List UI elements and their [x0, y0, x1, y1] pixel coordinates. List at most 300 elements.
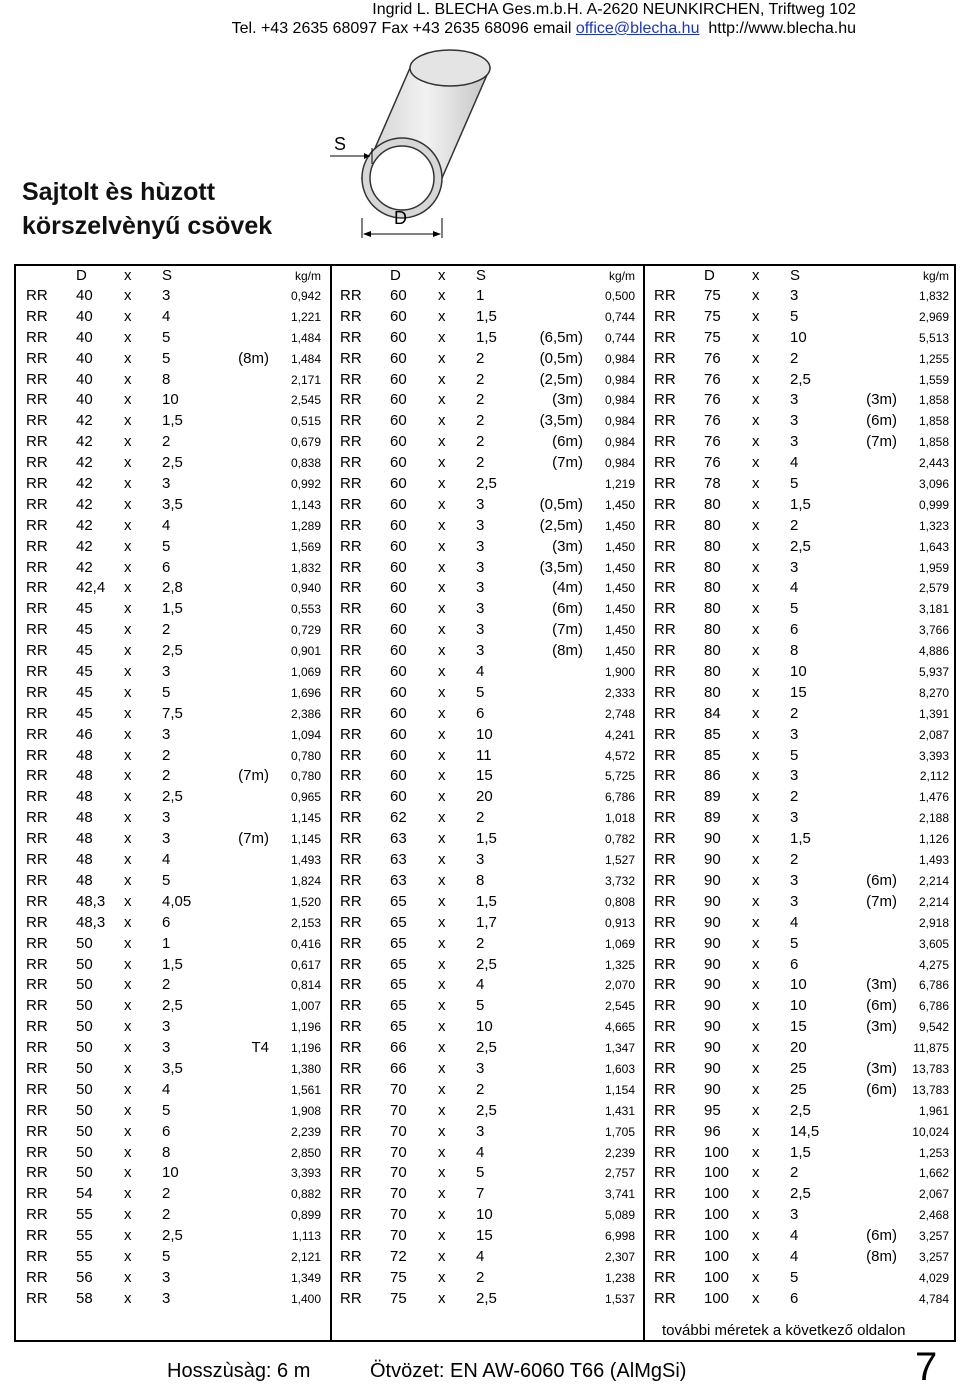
cell-x: x: [124, 391, 132, 409]
cell-d: 60: [390, 454, 407, 472]
table-row: [330, 453, 643, 474]
cell-s: 4: [790, 454, 799, 472]
cell-d: 80: [704, 683, 721, 701]
cell-d: 42: [76, 475, 93, 493]
cell-s: 5: [162, 328, 171, 346]
cell-s: 1,5: [162, 955, 183, 973]
cell-weight: 0,744: [604, 330, 635, 345]
cell-x: x: [438, 1289, 446, 1307]
cell-d: 75: [704, 307, 721, 325]
cell-rr: RR: [340, 600, 362, 618]
table-row: [644, 349, 957, 370]
cell-s: 3: [476, 1059, 485, 1077]
cell-d: 90: [704, 997, 721, 1015]
cell-x: x: [124, 1247, 132, 1265]
cell-rr: RR: [654, 475, 676, 493]
table-row: [644, 1289, 957, 1310]
email-link[interactable]: office@blecha.hu: [575, 20, 700, 37]
cell-rr: RR: [26, 1247, 48, 1265]
cell-s: 2: [476, 412, 485, 430]
table-row: [16, 370, 329, 391]
table-row: [16, 516, 329, 537]
cell-d: 80: [704, 558, 721, 576]
table-row: [644, 787, 957, 808]
cell-d: 45: [76, 704, 93, 722]
cell-weight: 1,493: [290, 853, 321, 868]
cell-s: 1: [476, 287, 485, 304]
cell-weight: 0,808: [604, 894, 635, 909]
table-row: [644, 370, 957, 391]
cell-d: 48,3: [76, 892, 106, 910]
table-row: [16, 934, 329, 955]
cell-d: 60: [390, 683, 407, 701]
cell-d: 80: [704, 495, 721, 513]
cell-x: x: [124, 349, 132, 367]
cell-length-note: (0,5m): [539, 349, 583, 367]
cell-s: 5: [162, 683, 171, 701]
cell-x: x: [438, 1185, 446, 1203]
table-row: [16, 537, 329, 558]
cell-s: 4: [162, 307, 171, 325]
cell-rr: RR: [26, 851, 48, 869]
cell-weight: 1,450: [604, 560, 635, 575]
table-row: [644, 286, 957, 307]
continuation-note: további méretek a következő oldalon: [662, 1322, 906, 1339]
cell-rr: RR: [340, 1101, 362, 1119]
cell-rr: RR: [340, 663, 362, 681]
cell-d: 100: [704, 1206, 730, 1224]
cell-weight: 1,569: [290, 539, 321, 554]
cell-x: x: [124, 328, 132, 346]
cell-d: 60: [390, 579, 407, 597]
cell-length-note: (7m): [552, 621, 583, 639]
cell-rr: RR: [340, 516, 362, 534]
cell-x: x: [124, 809, 132, 827]
cell-x: x: [752, 788, 760, 806]
cell-weight: 9,542: [918, 1020, 949, 1035]
cell-s: 4,05: [162, 892, 192, 910]
cell-weight: 0,899: [290, 1208, 321, 1223]
cell-s: 10: [790, 976, 807, 994]
cell-s: 2: [790, 1164, 799, 1182]
cell-s: 3: [162, 287, 171, 304]
cell-s: 2: [162, 1206, 171, 1224]
cell-weight: 1,559: [918, 372, 949, 387]
cell-weight: 2,545: [604, 999, 635, 1014]
table-row: [330, 1163, 643, 1184]
cell-d: 55: [76, 1227, 93, 1245]
cell-s: 2,5: [790, 537, 811, 555]
table-row: [16, 390, 329, 411]
cell-x: x: [752, 704, 760, 722]
header-d: D: [390, 267, 401, 284]
cell-d: 60: [390, 412, 407, 430]
table-row: [330, 1122, 643, 1143]
cell-weight: 2,239: [604, 1145, 635, 1160]
cell-rr: RR: [26, 1227, 48, 1245]
cell-weight: 0,515: [290, 414, 321, 429]
cell-weight: 3,741: [604, 1187, 635, 1202]
cell-x: x: [438, 433, 446, 451]
cell-s: 6: [162, 913, 171, 931]
cell-weight: 2,087: [918, 727, 949, 742]
cell-d: 60: [390, 495, 407, 513]
cell-rr: RR: [654, 579, 676, 597]
cell-s: 4: [790, 1227, 799, 1245]
cell-x: x: [124, 871, 132, 889]
cell-weight: 0,617: [290, 957, 321, 972]
cell-rr: RR: [654, 516, 676, 534]
cell-weight: 0,679: [290, 435, 321, 450]
cell-weight: 0,984: [604, 351, 635, 366]
cell-s: 2,5: [162, 997, 183, 1015]
cell-d: 75: [390, 1268, 407, 1286]
cell-weight: 0,838: [290, 456, 321, 471]
table-row: [330, 725, 643, 746]
cell-rr: RR: [26, 663, 48, 681]
cell-d: 65: [390, 892, 407, 910]
cell-x: x: [752, 537, 760, 555]
cell-x: x: [752, 913, 760, 931]
cell-rr: RR: [654, 1289, 676, 1307]
cell-d: 90: [704, 1039, 721, 1057]
cell-x: x: [438, 454, 446, 472]
cell-d: 50: [76, 1018, 93, 1036]
cell-x: x: [438, 997, 446, 1015]
cell-weight: 2,239: [290, 1124, 321, 1139]
table-row: [644, 683, 957, 704]
cell-x: x: [438, 1039, 446, 1057]
cell-weight: 1,450: [604, 539, 635, 554]
cell-d: 50: [76, 1101, 93, 1119]
cell-d: 60: [390, 725, 407, 743]
cell-s: 2: [162, 1185, 171, 1203]
cell-rr: RR: [340, 1039, 362, 1057]
cell-s: 2,5: [162, 642, 183, 660]
cell-weight: 13,783: [912, 1061, 949, 1076]
table-row: [16, 683, 329, 704]
cell-weight: 0,780: [290, 769, 321, 784]
cell-s: 4: [790, 579, 799, 597]
cell-rr: RR: [654, 558, 676, 576]
cell-weight: 1,154: [604, 1082, 635, 1097]
cell-d: 70: [390, 1185, 407, 1203]
cell-x: x: [438, 621, 446, 639]
cell-d: 60: [390, 307, 407, 325]
cell-d: 65: [390, 934, 407, 952]
cell-weight: 1,018: [604, 811, 635, 826]
cell-s: 20: [476, 788, 493, 806]
cell-d: 70: [390, 1101, 407, 1119]
cell-d: 45: [76, 600, 93, 618]
cell-s: 15: [790, 1018, 807, 1036]
cell-rr: RR: [340, 746, 362, 764]
header-s: S: [476, 267, 487, 284]
cell-x: x: [438, 851, 446, 869]
cell-s: 20: [790, 1039, 807, 1057]
cell-s: 3: [476, 642, 485, 660]
cell-weight: 1,520: [290, 894, 321, 909]
cell-rr: RR: [340, 1164, 362, 1182]
cell-rr: RR: [340, 349, 362, 367]
cell-rr: RR: [26, 725, 48, 743]
cell-rr: RR: [340, 1122, 362, 1140]
cell-rr: RR: [340, 1018, 362, 1036]
cell-weight: 4,665: [604, 1020, 635, 1035]
cell-s: 1,5: [162, 600, 183, 618]
cell-rr: RR: [654, 454, 676, 472]
cell-rr: RR: [26, 349, 48, 367]
cell-s: 4: [162, 851, 171, 869]
cell-weight: 1,527: [604, 853, 635, 868]
cell-weight: 8,270: [918, 685, 949, 700]
cell-x: x: [752, 746, 760, 764]
d-arrow-left: [363, 231, 371, 237]
cell-weight: 3,257: [918, 1249, 949, 1264]
table-row: [16, 474, 329, 495]
cell-weight: 1,450: [604, 581, 635, 596]
cell-rr: RR: [26, 934, 48, 952]
cell-weight: 2,748: [604, 706, 635, 721]
table-row: [330, 996, 643, 1017]
cell-d: 65: [390, 1018, 407, 1036]
cell-x: x: [438, 1164, 446, 1182]
cell-x: x: [438, 1227, 446, 1245]
cell-d: 60: [390, 663, 407, 681]
cell-x: x: [752, 558, 760, 576]
cell-d: 90: [704, 1059, 721, 1077]
cell-s: 5: [476, 997, 485, 1015]
cell-weight: 1,349: [290, 1270, 321, 1285]
cell-weight: 1,069: [604, 936, 635, 951]
table-row: [16, 1289, 329, 1310]
cell-d: 65: [390, 913, 407, 931]
header-s: S: [162, 267, 173, 284]
cell-d: 80: [704, 600, 721, 618]
table-row: [644, 390, 957, 411]
cell-rr: RR: [340, 934, 362, 952]
cell-x: x: [124, 600, 132, 618]
cell-x: x: [124, 913, 132, 931]
cell-weight: 1,325: [604, 957, 635, 972]
table-row: [16, 641, 329, 662]
cell-rr: RR: [340, 767, 362, 785]
cell-rr: RR: [26, 1206, 48, 1224]
table-row: [330, 286, 643, 307]
cell-x: x: [124, 851, 132, 869]
cell-rr: RR: [654, 955, 676, 973]
cell-weight: 6,998: [604, 1229, 635, 1244]
cell-rr: RR: [654, 1164, 676, 1182]
cell-weight: 0,814: [290, 978, 321, 993]
table-row: [16, 1247, 329, 1268]
cell-x: x: [124, 495, 132, 513]
table-row: [330, 1289, 643, 1310]
cell-s: 10: [162, 1164, 179, 1182]
table-row: [330, 578, 643, 599]
cell-d: 40: [76, 370, 93, 388]
table-row: [644, 808, 957, 829]
cell-d: 48: [76, 830, 93, 848]
table-row: [330, 495, 643, 516]
table-row: [644, 1226, 957, 1247]
cell-weight: 1,391: [918, 706, 949, 721]
cell-rr: RR: [654, 349, 676, 367]
cell-s: 2,5: [162, 1227, 183, 1245]
cell-d: 90: [704, 934, 721, 952]
cell-x: x: [752, 892, 760, 910]
cell-d: 63: [390, 830, 407, 848]
cell-d: 50: [76, 955, 93, 973]
page-title-line1: Sajtolt ès hùzott: [22, 178, 216, 206]
table-row: [16, 1038, 329, 1059]
cell-s: 2,5: [476, 475, 497, 493]
cell-weight: 1,143: [290, 497, 321, 512]
cell-weight: 1,238: [604, 1270, 635, 1285]
cell-rr: RR: [340, 433, 362, 451]
cell-x: x: [124, 516, 132, 534]
cell-rr: RR: [26, 328, 48, 346]
cell-x: x: [752, 287, 760, 304]
cell-rr: RR: [654, 370, 676, 388]
cell-d: 66: [390, 1039, 407, 1057]
table-row: [330, 620, 643, 641]
cell-x: x: [752, 1018, 760, 1036]
cell-length-note: (8m): [552, 642, 583, 660]
cell-weight: 10,024: [912, 1124, 949, 1139]
cell-rr: RR: [654, 851, 676, 869]
table-row: [16, 411, 329, 432]
cell-d: 48: [76, 851, 93, 869]
cell-x: x: [438, 1018, 446, 1036]
cell-s: 15: [790, 683, 807, 701]
cell-d: 42: [76, 412, 93, 430]
tube-front-inner: [370, 146, 434, 210]
cell-s: 3: [162, 725, 171, 743]
cell-weight: 1,858: [918, 435, 949, 450]
table-row: [644, 1143, 957, 1164]
cell-d: 60: [390, 391, 407, 409]
cell-weight: 5,513: [918, 330, 949, 345]
cell-x: x: [752, 495, 760, 513]
cell-d: 60: [390, 475, 407, 493]
table-row: [330, 516, 643, 537]
cell-d: 76: [704, 370, 721, 388]
cell-s: 2,5: [790, 370, 811, 388]
cell-x: x: [124, 475, 132, 493]
table-row: [330, 787, 643, 808]
cell-d: 80: [704, 516, 721, 534]
cell-rr: RR: [654, 746, 676, 764]
cell-rr: RR: [26, 307, 48, 325]
table-row: [16, 1080, 329, 1101]
table-row: [330, 390, 643, 411]
cell-weight: 1,400: [290, 1291, 321, 1306]
cell-d: 50: [76, 1039, 93, 1057]
cell-x: x: [438, 1101, 446, 1119]
cell-d: 70: [390, 1206, 407, 1224]
table-row: [644, 1017, 957, 1038]
cell-rr: RR: [654, 621, 676, 639]
table-column: [330, 266, 643, 1310]
cell-length-note: (8m): [238, 349, 269, 367]
cell-x: x: [124, 454, 132, 472]
alloy-note: Ötvözet: EN AW-6060 T66 (AlMgSi): [370, 1360, 687, 1382]
table-row: [330, 641, 643, 662]
cell-x: x: [752, 307, 760, 325]
cell-rr: RR: [654, 976, 676, 994]
table-row: [644, 662, 957, 683]
table-row: [330, 537, 643, 558]
cell-weight: 1,484: [290, 330, 321, 345]
cell-rr: RR: [654, 997, 676, 1015]
cell-s: 3: [162, 1018, 171, 1036]
cell-weight: 1,476: [918, 790, 949, 805]
cell-rr: RR: [654, 1268, 676, 1286]
cell-s: 1,5: [476, 307, 497, 325]
page-number: 7: [915, 1345, 938, 1389]
cell-x: x: [752, 621, 760, 639]
table-row: [330, 829, 643, 850]
cell-d: 42,4: [76, 579, 106, 597]
table-row: [330, 913, 643, 934]
cell-x: x: [438, 475, 446, 493]
table-row: [330, 558, 643, 579]
cell-length-note: (6m): [866, 1227, 897, 1245]
cell-d: 42: [76, 516, 93, 534]
cell-d: 48: [76, 767, 93, 785]
cell-s: 3: [476, 600, 485, 618]
cell-s: 8: [162, 370, 171, 388]
cell-rr: RR: [654, 433, 676, 451]
cell-rr: RR: [340, 621, 362, 639]
cell-s: 6: [790, 955, 799, 973]
website-link[interactable]: http://www.blecha.hu: [708, 20, 856, 37]
cell-weight: 2,757: [604, 1166, 635, 1181]
cell-length-note: (6m): [552, 433, 583, 451]
table-header-row: [330, 266, 643, 286]
table-row: [16, 1017, 329, 1038]
cell-s: 1,5: [790, 830, 811, 848]
cell-rr: RR: [340, 328, 362, 346]
tube-diagram: [330, 48, 520, 248]
cell-s: 3: [162, 809, 171, 827]
table-row: [644, 641, 957, 662]
cell-d: 90: [704, 1018, 721, 1036]
cell-rr: RR: [654, 1227, 676, 1245]
cell-s: 2: [790, 788, 799, 806]
cell-weight: 1,961: [918, 1103, 949, 1118]
cell-d: 60: [390, 370, 407, 388]
table-row: [16, 1226, 329, 1247]
cell-d: 60: [390, 537, 407, 555]
cell-rr: RR: [340, 955, 362, 973]
cell-rr: RR: [654, 704, 676, 722]
cell-rr: RR: [654, 725, 676, 743]
cell-d: 90: [704, 851, 721, 869]
table-row: [16, 913, 329, 934]
table-row: [330, 892, 643, 913]
cell-weight: 4,275: [918, 957, 949, 972]
table-row: [644, 1080, 957, 1101]
table-row: [16, 1122, 329, 1143]
cell-x: x: [124, 412, 132, 430]
cell-d: 50: [76, 997, 93, 1015]
cell-rr: RR: [340, 913, 362, 931]
table-row: [644, 766, 957, 787]
cell-weight: 1,431: [604, 1103, 635, 1118]
cell-d: 70: [390, 1227, 407, 1245]
